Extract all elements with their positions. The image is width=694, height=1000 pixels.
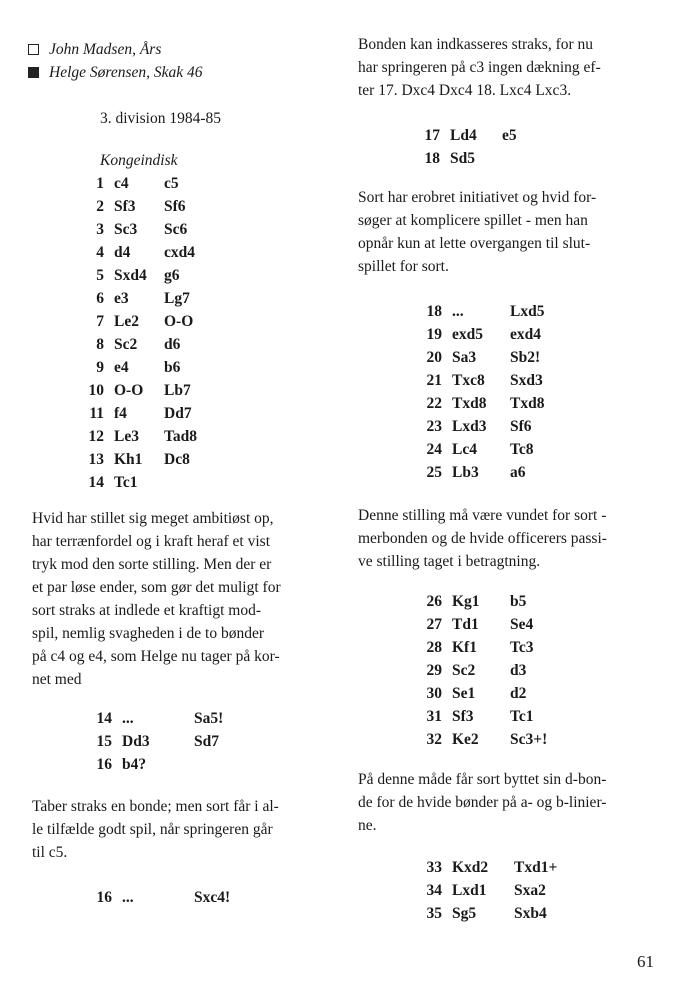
black-move: e5 bbox=[502, 127, 517, 144]
move-row bbox=[88, 730, 264, 753]
moves-block-4 bbox=[418, 124, 562, 170]
move-row bbox=[82, 241, 229, 264]
move-number: 27 bbox=[426, 616, 442, 633]
black-move: a6 bbox=[510, 464, 526, 481]
move-row bbox=[418, 636, 570, 659]
move-row bbox=[82, 425, 229, 448]
comment-1 bbox=[32, 507, 352, 691]
text-line: sort straks at indlede et kraftigt mod- bbox=[32, 602, 261, 619]
black-move: g6 bbox=[164, 267, 180, 284]
black-move: exd4 bbox=[510, 326, 541, 343]
text-line: til c5. bbox=[32, 844, 68, 861]
move-row bbox=[82, 448, 229, 471]
white-move: Ld4 bbox=[450, 127, 477, 144]
move-number: 25 bbox=[426, 464, 442, 481]
move-row bbox=[418, 415, 570, 438]
white-move: Kxd2 bbox=[452, 859, 489, 876]
player-white bbox=[28, 38, 203, 61]
text-line: Sort har erobret initiativet og hvid for- bbox=[358, 189, 597, 206]
move-row bbox=[418, 902, 574, 925]
text-line: ter 17. Dxc4 Dxc4 18. Lxc4 Lxc3. bbox=[358, 82, 572, 99]
move-row bbox=[418, 147, 562, 170]
players-block bbox=[28, 38, 203, 84]
black-move: Sxd3 bbox=[510, 372, 543, 389]
black-move: cxd4 bbox=[164, 244, 195, 261]
move-number: 30 bbox=[426, 685, 442, 702]
white-move: Sf3 bbox=[114, 198, 136, 215]
white-move: Sc3 bbox=[114, 221, 138, 238]
moves-block-7 bbox=[418, 856, 574, 925]
white-move: Lb3 bbox=[452, 464, 479, 481]
black-move: Sd7 bbox=[194, 733, 219, 750]
move-row bbox=[88, 753, 264, 776]
move-row bbox=[88, 886, 274, 909]
text-line: tryk mod den sorte stilling. Men der er bbox=[32, 556, 272, 573]
black-move: Sxa2 bbox=[514, 882, 546, 899]
black-move: Se4 bbox=[510, 616, 534, 633]
black-move: Sc3+! bbox=[510, 731, 548, 748]
move-row bbox=[82, 402, 229, 425]
player-white-name: John Madsen, Års bbox=[49, 41, 162, 58]
move-number: 19 bbox=[426, 326, 442, 343]
white-move: Sc2 bbox=[452, 662, 476, 679]
move-row bbox=[418, 613, 570, 636]
text-line: et par løse ender, som gør det muligt for bbox=[32, 579, 281, 596]
move-number: 2 bbox=[96, 198, 104, 215]
move-row bbox=[418, 461, 570, 484]
black-move: O-O bbox=[164, 313, 194, 330]
move-number: 13 bbox=[88, 451, 104, 468]
white-move: Le3 bbox=[114, 428, 139, 445]
move-row bbox=[418, 705, 570, 728]
move-row bbox=[418, 300, 570, 323]
text-line: søger at komplicere spillet - men han bbox=[358, 212, 588, 229]
move-number: 28 bbox=[426, 639, 442, 656]
move-row bbox=[418, 369, 570, 392]
text-line: de for de hvide bønder på a- og b-linier- bbox=[358, 794, 607, 811]
text-line: net med bbox=[32, 671, 82, 688]
move-number: 31 bbox=[426, 708, 442, 725]
move-row bbox=[88, 707, 264, 730]
move-number: 18 bbox=[424, 150, 440, 167]
text-line: spillet for sort. bbox=[358, 258, 449, 275]
black-move: Sf6 bbox=[164, 198, 186, 215]
move-number: 29 bbox=[426, 662, 442, 679]
black-move bbox=[502, 147, 562, 170]
move-number: 15 bbox=[96, 733, 112, 750]
move-row bbox=[418, 323, 570, 346]
white-move: Lxd1 bbox=[452, 882, 487, 899]
black-move: Dd7 bbox=[164, 405, 192, 422]
move-row bbox=[82, 287, 229, 310]
white-move: Lxd3 bbox=[452, 418, 487, 435]
move-number: 10 bbox=[88, 382, 104, 399]
text-line: merbonden og de hvide officerers passi- bbox=[358, 530, 607, 547]
move-number: 24 bbox=[426, 441, 442, 458]
move-row bbox=[418, 124, 562, 147]
black-move: Tad8 bbox=[164, 428, 198, 445]
comment-5 bbox=[358, 504, 668, 573]
move-number: 33 bbox=[426, 859, 442, 876]
black-move: Sf6 bbox=[510, 418, 532, 435]
move-number: 16 bbox=[96, 756, 112, 773]
move-row bbox=[418, 438, 570, 461]
text-line: Bonden kan indkasseres straks, for nu bbox=[358, 36, 594, 53]
player-black-name: Helge Sørensen, Skak 46 bbox=[49, 64, 203, 81]
white-move: Td1 bbox=[452, 616, 479, 633]
move-number: 8 bbox=[96, 336, 104, 353]
text-line: På denne måde får sort byttet sin d-bon- bbox=[358, 771, 607, 788]
black-move: Sxb4 bbox=[514, 905, 547, 922]
text-line: opnår kun at lette overgangen til slut- bbox=[358, 235, 591, 252]
move-row bbox=[82, 218, 229, 241]
white-move: e4 bbox=[114, 359, 129, 376]
move-row bbox=[418, 659, 570, 682]
move-number: 16 bbox=[96, 889, 112, 906]
move-row bbox=[82, 379, 229, 402]
move-number: 23 bbox=[426, 418, 442, 435]
text-line: ve stilling taget i betragtning. bbox=[358, 553, 541, 570]
opening-name: Kongeindisk bbox=[100, 152, 178, 169]
text-line: på c4 og e4, som Helge nu tager på kor- bbox=[32, 648, 280, 665]
white-move: exd5 bbox=[452, 326, 483, 343]
move-row bbox=[82, 172, 229, 195]
white-move: Kf1 bbox=[452, 639, 477, 656]
white-move: e3 bbox=[114, 290, 129, 307]
move-number: 12 bbox=[88, 428, 104, 445]
move-number: 14 bbox=[96, 710, 112, 727]
white-move: Txc8 bbox=[452, 372, 485, 389]
white-move: c4 bbox=[114, 175, 129, 192]
white-move: Sg5 bbox=[452, 905, 477, 922]
text-line: har springeren på c3 ingen dækning ef- bbox=[358, 59, 601, 76]
move-row bbox=[418, 879, 574, 902]
black-move: Sc6 bbox=[164, 221, 188, 238]
white-move: Txd8 bbox=[452, 395, 487, 412]
black-move: d6 bbox=[164, 336, 181, 353]
text-line: har terrænfordel og i kraft heraf et vist bbox=[32, 533, 271, 550]
white-move: Se1 bbox=[452, 685, 476, 702]
white-move: Sxd4 bbox=[114, 267, 147, 284]
move-number: 21 bbox=[426, 372, 442, 389]
move-number: 18 bbox=[426, 303, 442, 320]
move-number: 1 bbox=[96, 175, 104, 192]
text-line: spil, nemlig svagheden i de to bønder bbox=[32, 625, 265, 642]
moves-block-6 bbox=[418, 590, 570, 751]
black-move: d3 bbox=[510, 662, 527, 679]
move-row bbox=[418, 346, 570, 369]
white-move: ... bbox=[452, 303, 464, 320]
black-move: d2 bbox=[510, 685, 527, 702]
black-move: Tc8 bbox=[510, 441, 534, 458]
white-move: Sd5 bbox=[450, 150, 475, 167]
text-line: ne. bbox=[358, 817, 377, 834]
move-row bbox=[82, 333, 229, 356]
white-square-icon bbox=[28, 44, 39, 55]
black-move: Tc3 bbox=[510, 639, 534, 656]
move-number: 6 bbox=[96, 290, 104, 307]
white-move: Ke2 bbox=[452, 731, 479, 748]
move-number: 7 bbox=[96, 313, 104, 330]
black-move bbox=[194, 753, 264, 776]
black-move: Lg7 bbox=[164, 290, 190, 307]
black-move: Lb7 bbox=[164, 382, 191, 399]
text-line: Hvid har stillet sig meget ambitiøst op, bbox=[32, 510, 274, 527]
text-line: Denne stilling må være vundet for sort - bbox=[358, 507, 607, 524]
event-title: 3. division 1984-85 bbox=[100, 110, 221, 127]
moves-block-5 bbox=[418, 300, 570, 484]
white-move: Dd3 bbox=[122, 733, 150, 750]
black-move: b6 bbox=[164, 359, 181, 376]
black-move bbox=[164, 471, 229, 494]
white-move: Kh1 bbox=[114, 451, 143, 468]
move-number: 20 bbox=[426, 349, 442, 366]
white-move: Tc1 bbox=[114, 474, 138, 491]
move-number: 22 bbox=[426, 395, 442, 412]
text-line: le tilfælde godt spil, når springeren går bbox=[32, 821, 273, 838]
move-number: 34 bbox=[426, 882, 442, 899]
move-number: 26 bbox=[426, 593, 442, 610]
comment-2 bbox=[32, 795, 352, 864]
black-move: Txd8 bbox=[510, 395, 545, 412]
text-line: Taber straks en bonde; men sort får i al- bbox=[32, 798, 279, 815]
white-move: O-O bbox=[114, 382, 144, 399]
black-move: b5 bbox=[510, 593, 527, 610]
black-move: c5 bbox=[164, 175, 179, 192]
white-move: Le2 bbox=[114, 313, 139, 330]
move-row bbox=[418, 728, 570, 751]
move-row bbox=[418, 590, 570, 613]
move-number: 5 bbox=[96, 267, 104, 284]
moves-block-3 bbox=[88, 886, 274, 909]
comment-4 bbox=[358, 186, 668, 278]
move-row bbox=[82, 471, 229, 494]
white-move: Kg1 bbox=[452, 593, 480, 610]
player-black bbox=[28, 61, 203, 84]
white-move: f4 bbox=[114, 405, 127, 422]
move-number: 3 bbox=[96, 221, 104, 238]
white-move: ... bbox=[122, 710, 134, 727]
white-move: Lc4 bbox=[452, 441, 477, 458]
black-move: Tc1 bbox=[510, 708, 534, 725]
move-number: 4 bbox=[96, 244, 104, 261]
move-number: 17 bbox=[424, 127, 440, 144]
white-move: b4? bbox=[122, 756, 147, 773]
move-number: 9 bbox=[96, 359, 104, 376]
move-number: 32 bbox=[426, 731, 442, 748]
move-row bbox=[82, 264, 229, 287]
move-number: 14 bbox=[88, 474, 104, 491]
black-move: Sa5! bbox=[194, 710, 224, 727]
black-move: Txd1+ bbox=[514, 859, 558, 876]
move-row bbox=[418, 856, 574, 879]
move-row bbox=[418, 682, 570, 705]
move-number: 35 bbox=[426, 905, 442, 922]
move-number: 11 bbox=[89, 405, 104, 422]
black-move: Sxc4! bbox=[194, 889, 231, 906]
move-row bbox=[82, 310, 229, 333]
move-row bbox=[82, 356, 229, 379]
white-move: Sc2 bbox=[114, 336, 138, 353]
black-move: Sb2! bbox=[510, 349, 541, 366]
moves-block-2 bbox=[88, 707, 264, 776]
moves-block-1 bbox=[82, 172, 229, 494]
black-move: Lxd5 bbox=[510, 303, 545, 320]
comment-6 bbox=[358, 768, 668, 837]
page-number: 61 bbox=[637, 952, 654, 971]
black-move: Dc8 bbox=[164, 451, 190, 468]
black-square-icon bbox=[28, 67, 39, 78]
white-move: Sf3 bbox=[452, 708, 474, 725]
white-move: d4 bbox=[114, 244, 131, 261]
move-row bbox=[418, 392, 570, 415]
comment-3 bbox=[358, 33, 668, 102]
white-move: ... bbox=[122, 889, 134, 906]
move-row bbox=[82, 195, 229, 218]
white-move: Sa3 bbox=[452, 349, 477, 366]
